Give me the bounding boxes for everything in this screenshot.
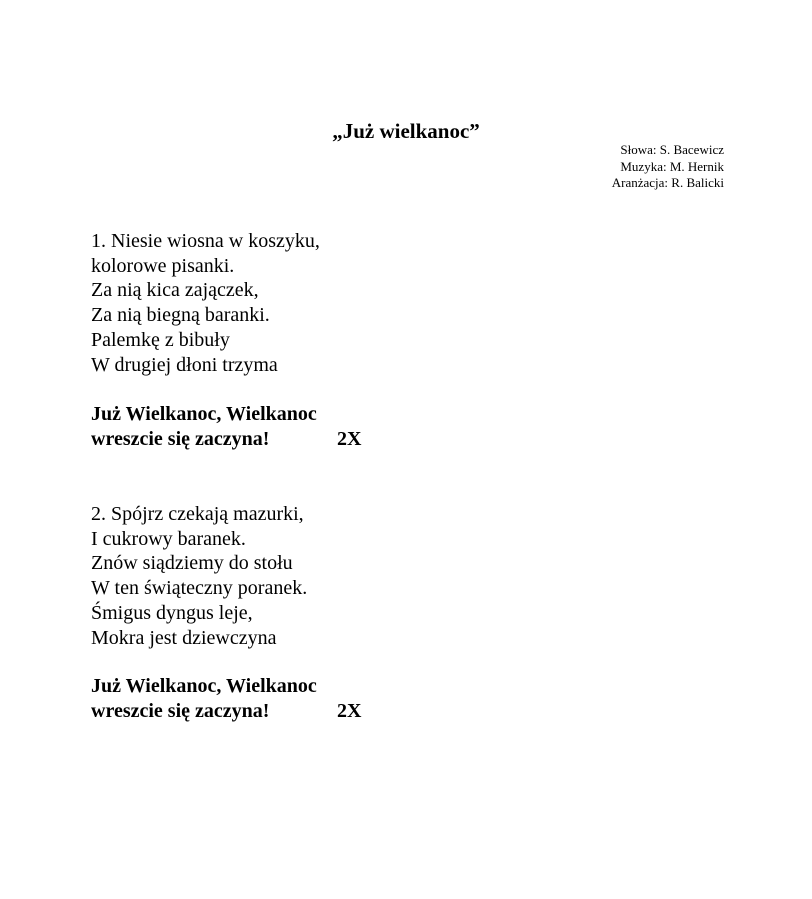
verse-line: W drugiej dłoni trzyma <box>91 353 278 376</box>
credit-words: Słowa: S. Bacewicz <box>620 142 724 157</box>
song-title: „Już wielkanoc” <box>332 119 480 143</box>
credit-music: Muzyka: M. Hernik <box>620 158 724 174</box>
verse-line: 1. Niesie wiosna w koszyku, <box>91 230 320 252</box>
chorus-1 <box>91 402 362 451</box>
verse-1 <box>91 229 320 377</box>
chorus-line: Już Wielkanoc, Wielkanoc <box>91 675 317 697</box>
chorus-line: wreszcie się zaczyna! <box>91 427 270 450</box>
verse-line: Palemkę z bibuły <box>91 328 230 351</box>
verse-line: Znów siądziemy do stołu <box>91 552 293 575</box>
verse-line: I cukrowy baranek. <box>91 527 246 550</box>
verse-line: Śmigus dyngus leje, <box>91 601 253 624</box>
repeat-marker: 2X <box>337 427 362 450</box>
verse-line: Za nią biegną baranki. <box>91 304 270 327</box>
verse-line: Mokra jest dziewczyna <box>91 626 277 649</box>
chorus-line: wreszcie się zaczyna! <box>91 699 270 722</box>
verse-line: W ten świąteczny poranek. <box>91 577 308 600</box>
verse-2 <box>91 502 307 650</box>
verse-line: Za nią kica zajączek, <box>91 279 259 302</box>
credit-arrangement: Aranżacja: R. Balicki <box>611 175 724 190</box>
song-credits <box>612 142 724 192</box>
repeat-marker: 2X <box>337 699 362 722</box>
chorus-2 <box>91 674 362 723</box>
verse-line: kolorowe pisanki. <box>91 254 235 277</box>
verse-line: 2. Spójrz czekają mazurki, <box>91 503 304 525</box>
chorus-line: Już Wielkanoc, Wielkanoc <box>91 403 317 425</box>
